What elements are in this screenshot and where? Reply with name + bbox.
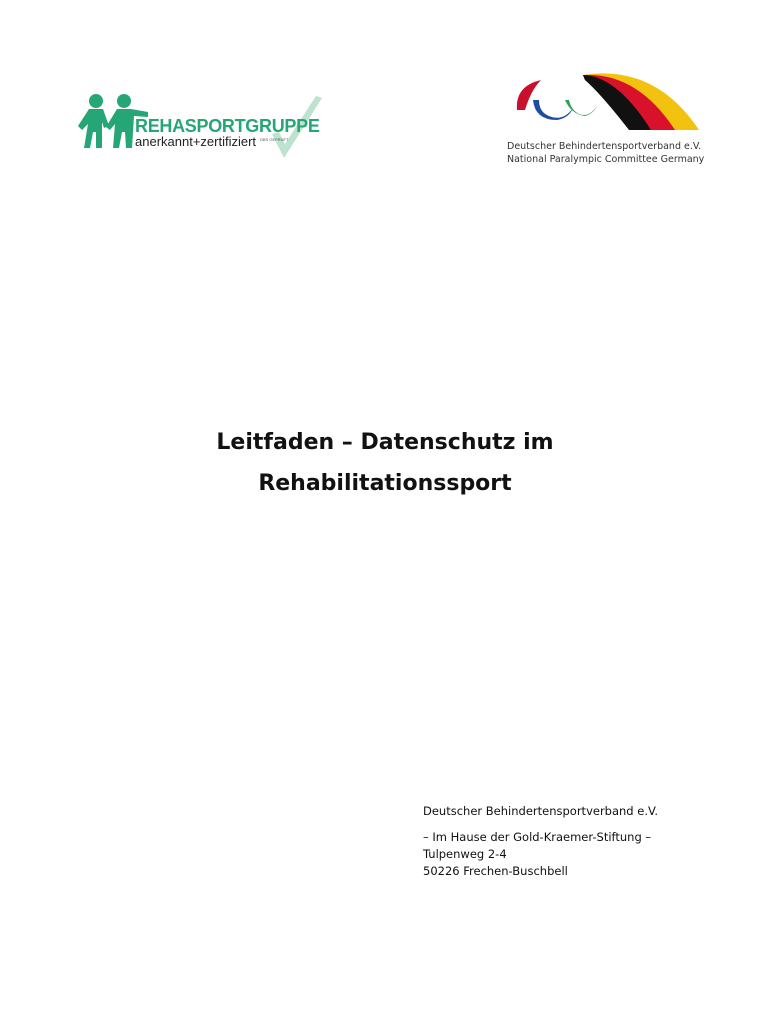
address-block [423,803,658,880]
address-line-3: 50226 Frechen-Buschbell [423,864,568,878]
title-line-1: Leitfaden – Datenschutz im [216,430,554,455]
rehasportgruppe-logo [76,92,328,162]
rehasport-title: REHASPORTGRUPPE [135,116,320,136]
dbs-logo [505,70,705,170]
address-line-1: – Im Hause der Gold-Kraemer-Stiftung – [423,830,652,844]
rehasport-subtitle: anerkannt+zertifiziert [135,134,257,149]
address-organization: Deutscher Behindertensportverband e.V. [423,804,659,818]
dbs-caption-line2: National Paralympic Committee Germany [507,154,705,165]
address-line-2: Tulpenweg 2-4 [423,847,507,861]
paralympic-agitos-icon [505,70,705,140]
document-title [0,422,770,504]
dbs-caption-line1: Deutscher Behindertensportverband e.V. [507,141,702,152]
rehasport-tiny-mark: DBS GEPRÜFT [260,137,289,142]
dbs-caption [507,140,704,166]
title-line-2: Rehabilitationssport [258,471,512,496]
